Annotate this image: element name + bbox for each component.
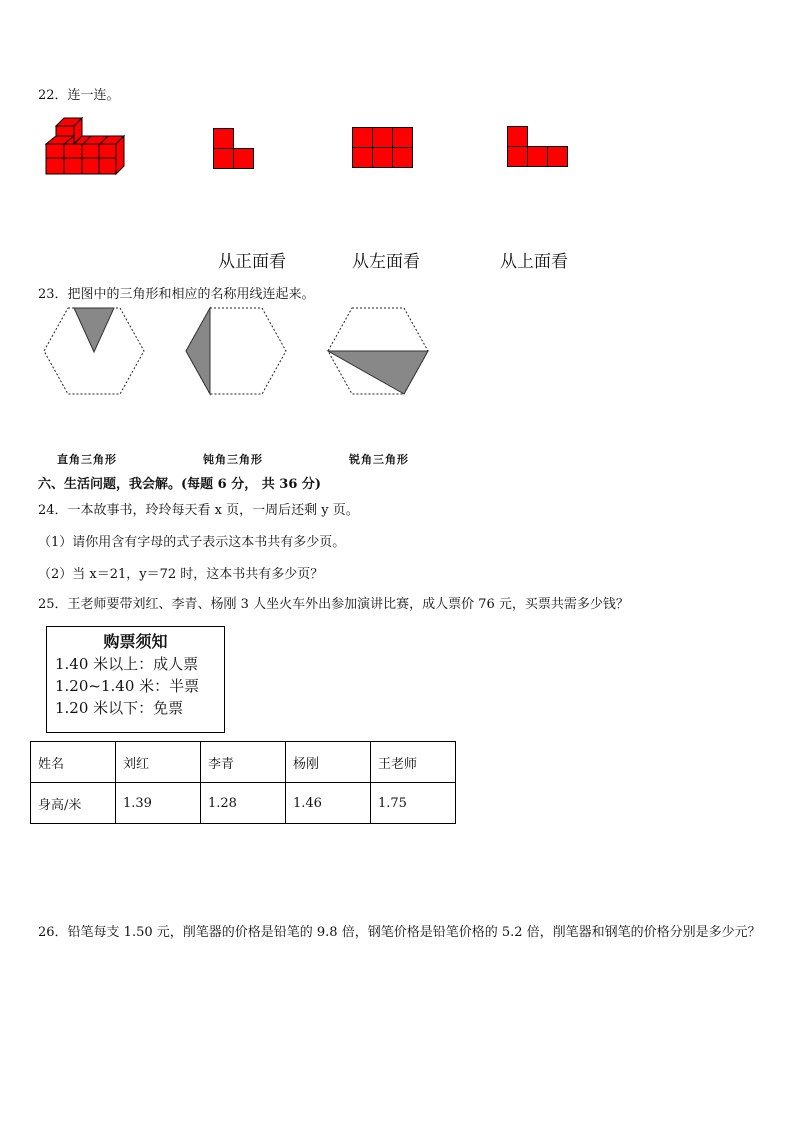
ticket-notice-box xyxy=(46,626,225,733)
height-table xyxy=(30,741,456,824)
table-row xyxy=(31,783,456,824)
table-cell: 1.46 xyxy=(286,783,371,824)
hexagon-2 xyxy=(184,306,288,396)
hexagon-1 xyxy=(42,306,146,396)
q24-part2: （2）当 x＝21，y＝72 时，这本书共有多少页？ xyxy=(38,567,324,582)
cube-stack-figure xyxy=(44,114,126,178)
view-shape-l-small xyxy=(213,128,255,170)
table-cell: 1.75 xyxy=(371,783,456,824)
hexagon-3 xyxy=(326,306,430,396)
q24-title: 24．一本故事书，玲玲每天看 x 页，一周后还剩 y 页。 xyxy=(38,503,359,518)
ticket-notice-title: 购票须知 xyxy=(103,632,168,651)
table-header-cell: 王老师 xyxy=(371,742,456,783)
view-label-left: 从左面看 xyxy=(352,252,420,272)
ticket-notice-line: 1.20~1.40 米：半票 xyxy=(55,677,200,695)
q22-title: 22．连一连。 xyxy=(38,88,120,103)
section-6-title: 六、生活问题，我会解。(每题 6 分， 共 36 分) xyxy=(38,477,322,492)
view-shape-l-long xyxy=(507,126,569,168)
view-shape-grid xyxy=(352,127,413,169)
table-header-cell: 李青 xyxy=(201,742,286,783)
triangle-label-acute: 锐角三角形 xyxy=(349,453,409,466)
table-cell: 身高/米 xyxy=(31,783,116,824)
triangle-label-right: 直角三角形 xyxy=(57,453,117,466)
q23-title: 23．把图中的三角形和相应的名称用线连起来。 xyxy=(38,287,315,302)
ticket-notice-line: 1.40 米以上：成人票 xyxy=(55,655,199,673)
triangle-label-obtuse: 钝角三角形 xyxy=(203,453,263,466)
table-header-cell: 杨刚 xyxy=(286,742,371,783)
view-label-front: 从正面看 xyxy=(218,252,286,272)
table-cell: 1.28 xyxy=(201,783,286,824)
q26-text: 26．铅笔每支 1.50 元，削笔器的价格是铅笔的 9.8 倍，钢笔价格是铅笔价格的 5.2 倍，削笔器和钢笔的价格分别是多少元？ xyxy=(38,925,761,940)
table-header-cell: 刘红 xyxy=(116,742,201,783)
table-cell: 1.39 xyxy=(116,783,201,824)
ticket-notice-line: 1.20 米以下：免票 xyxy=(55,699,184,717)
table-header-cell: 姓名 xyxy=(31,742,116,783)
q25-title: 25．王老师要带刘红、李青、杨刚 3 人坐火车外出参加演讲比赛，成人票价 76 元，买票共需多少钱？ xyxy=(38,597,629,612)
view-label-top: 从上面看 xyxy=(500,252,568,272)
table-row xyxy=(31,742,456,783)
q24-part1: （1）请你用含有字母的式子表示这本书共有多少页。 xyxy=(38,535,346,550)
